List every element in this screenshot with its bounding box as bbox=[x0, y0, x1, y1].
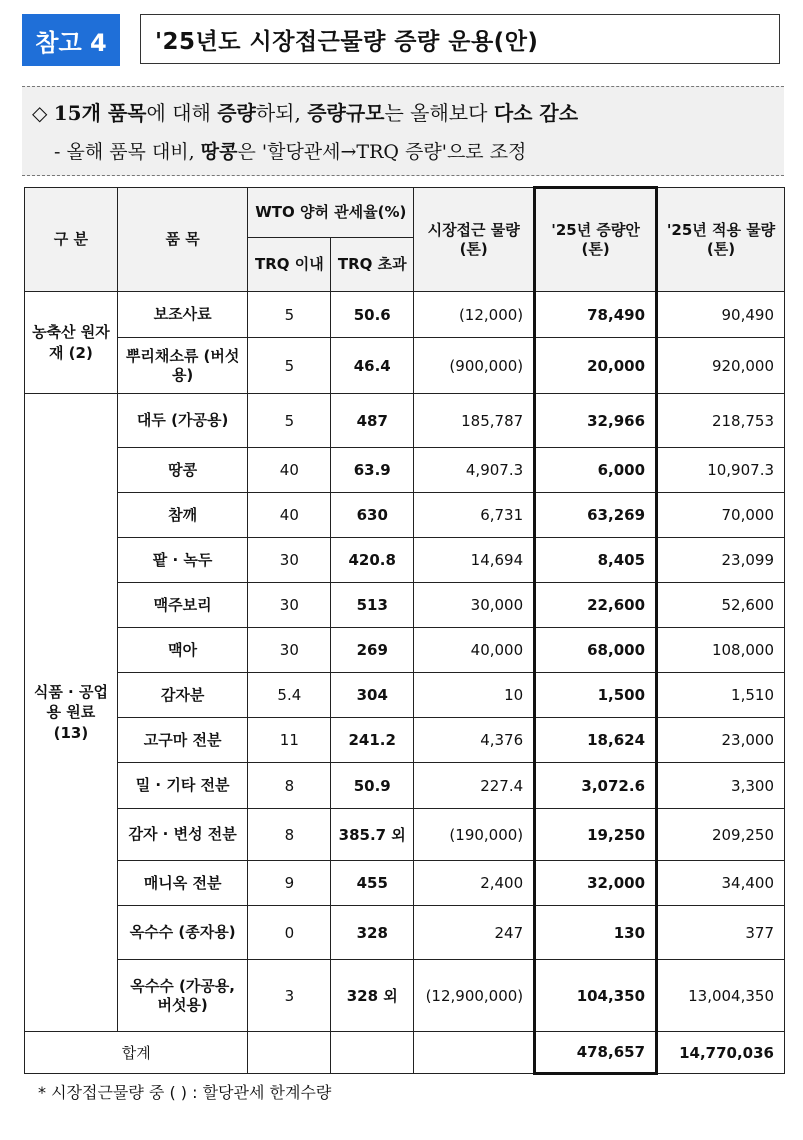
total-increase: 478,657 bbox=[535, 1032, 657, 1074]
increase-qty: 32,000 bbox=[535, 861, 657, 906]
trq-over-rate: 269 bbox=[331, 628, 414, 673]
trq-in-rate: 9 bbox=[248, 861, 331, 906]
applied-qty: 108,000 bbox=[657, 628, 785, 673]
trq-in-rate: 40 bbox=[248, 493, 331, 538]
market-access-qty: 4,907.3 bbox=[414, 448, 535, 493]
increase-qty: 8,405 bbox=[535, 538, 657, 583]
header-trq-in: TRQ 이내 bbox=[248, 238, 331, 292]
increase-qty: 68,000 bbox=[535, 628, 657, 673]
applied-qty: 10,907.3 bbox=[657, 448, 785, 493]
trq-in-rate: 5.4 bbox=[248, 673, 331, 718]
diamond-icon: ◇ bbox=[32, 101, 48, 125]
item-name: 옥수수 (종자용) bbox=[117, 906, 248, 960]
trq-in-rate: 5 bbox=[248, 338, 331, 394]
increase-qty: 6,000 bbox=[535, 448, 657, 493]
item-name: 고구마 전분 bbox=[117, 718, 248, 763]
trq-in-rate: 5 bbox=[248, 292, 331, 338]
group-food: 식품 · 공업용 원료 (13) bbox=[25, 394, 118, 1032]
market-access-qty: 14,694 bbox=[414, 538, 535, 583]
applied-qty: 90,490 bbox=[657, 292, 785, 338]
footnote: * 시장접근물량 중 ( ) : 할당관세 한계수량 bbox=[38, 1083, 332, 1102]
item-name: 밀 · 기타 전분 bbox=[117, 763, 248, 809]
market-access-qty: 247 bbox=[414, 906, 535, 960]
trq-in-rate: 30 bbox=[248, 538, 331, 583]
market-access-qty: 2,400 bbox=[414, 861, 535, 906]
item-name: 감자분 bbox=[117, 673, 248, 718]
trq-table bbox=[24, 186, 785, 1075]
item-name: 팥 · 녹두 bbox=[117, 538, 248, 583]
applied-qty: 23,099 bbox=[657, 538, 785, 583]
trq-over-rate: 455 bbox=[331, 861, 414, 906]
trq-in-rate: 11 bbox=[248, 718, 331, 763]
trq-in-rate: 5 bbox=[248, 394, 331, 448]
applied-qty: 218,753 bbox=[657, 394, 785, 448]
item-name: 보조사료 bbox=[117, 292, 248, 338]
trq-in-rate: 40 bbox=[248, 448, 331, 493]
trq-in-rate: 30 bbox=[248, 583, 331, 628]
market-access-qty: (12,000) bbox=[414, 292, 535, 338]
increase-qty: 63,269 bbox=[535, 493, 657, 538]
header-category: 구 분 bbox=[25, 188, 118, 292]
market-access-qty: (12,900,000) bbox=[414, 960, 535, 1032]
total-applied: 14,770,036 bbox=[657, 1032, 785, 1074]
item-name: 매니옥 전분 bbox=[117, 861, 248, 906]
item-name: 옥수수 (가공용, 버섯용) bbox=[117, 960, 248, 1032]
trq-in-rate: 8 bbox=[248, 763, 331, 809]
trq-over-rate: 328 bbox=[331, 906, 414, 960]
increase-qty: 22,600 bbox=[535, 583, 657, 628]
applied-qty: 13,004,350 bbox=[657, 960, 785, 1032]
trq-in-rate: 3 bbox=[248, 960, 331, 1032]
trq-over-rate: 304 bbox=[331, 673, 414, 718]
market-access-qty: 227.4 bbox=[414, 763, 535, 809]
trq-over-rate: 50.9 bbox=[331, 763, 414, 809]
applied-qty: 3,300 bbox=[657, 763, 785, 809]
applied-qty: 209,250 bbox=[657, 809, 785, 861]
header-market-access: 시장접근 물량 (톤) bbox=[414, 188, 535, 292]
applied-qty: 52,600 bbox=[657, 583, 785, 628]
trq-over-rate: 63.9 bbox=[331, 448, 414, 493]
group-agri: 농축산 원자재 (2) bbox=[25, 292, 118, 394]
reference-badge: 참고 4 bbox=[22, 14, 120, 66]
header-trq-over: TRQ 초과 bbox=[331, 238, 414, 292]
applied-qty: 34,400 bbox=[657, 861, 785, 906]
item-name: 참깨 bbox=[117, 493, 248, 538]
increase-qty: 32,966 bbox=[535, 394, 657, 448]
increase-qty: 130 bbox=[535, 906, 657, 960]
applied-qty: 23,000 bbox=[657, 718, 785, 763]
market-access-qty: 40,000 bbox=[414, 628, 535, 673]
item-name: 대두 (가공용) bbox=[117, 394, 248, 448]
trq-over-rate: 630 bbox=[331, 493, 414, 538]
market-access-qty: 30,000 bbox=[414, 583, 535, 628]
item-name: 뿌리채소류 (버섯용) bbox=[117, 338, 248, 394]
market-access-qty: (190,000) bbox=[414, 809, 535, 861]
increase-qty: 104,350 bbox=[535, 960, 657, 1032]
header bbox=[22, 14, 784, 66]
increase-qty: 1,500 bbox=[535, 673, 657, 718]
total-label: 합계 bbox=[25, 1032, 248, 1074]
header-increase-plan: '25년 증량안(톤) bbox=[535, 188, 657, 292]
increase-qty: 20,000 bbox=[535, 338, 657, 394]
market-access-qty: 185,787 bbox=[414, 394, 535, 448]
item-name: 땅콩 bbox=[117, 448, 248, 493]
header-applied: '25년 적용 물량 (톤) bbox=[657, 188, 785, 292]
trq-in-rate: 30 bbox=[248, 628, 331, 673]
trq-over-rate: 385.7 외 bbox=[331, 809, 414, 861]
trq-over-rate: 513 bbox=[331, 583, 414, 628]
summary-box bbox=[22, 86, 784, 176]
header-wto: WTO 양허 관세율(%) bbox=[248, 188, 414, 238]
trq-in-rate: 8 bbox=[248, 809, 331, 861]
item-name: 맥주보리 bbox=[117, 583, 248, 628]
applied-qty: 920,000 bbox=[657, 338, 785, 394]
page-title: '25년도 시장접근물량 증량 운용(안) bbox=[140, 14, 780, 64]
item-name: 감자 · 변성 전분 bbox=[117, 809, 248, 861]
increase-qty: 18,624 bbox=[535, 718, 657, 763]
trq-over-rate: 46.4 bbox=[331, 338, 414, 394]
trq-over-rate: 487 bbox=[331, 394, 414, 448]
summary-line-2: - 올해 품목 대비, 땅콩은 '할당관세→TRQ 증량'으로 조정 bbox=[54, 141, 527, 163]
trq-in-rate: 0 bbox=[248, 906, 331, 960]
market-access-qty: 10 bbox=[414, 673, 535, 718]
increase-qty: 19,250 bbox=[535, 809, 657, 861]
trq-over-rate: 50.6 bbox=[331, 292, 414, 338]
header-item: 품 목 bbox=[117, 188, 248, 292]
item-name: 맥아 bbox=[117, 628, 248, 673]
market-access-qty: (900,000) bbox=[414, 338, 535, 394]
trq-over-rate: 328 외 bbox=[331, 960, 414, 1032]
applied-qty: 1,510 bbox=[657, 673, 785, 718]
applied-qty: 377 bbox=[657, 906, 785, 960]
trq-over-rate: 241.2 bbox=[331, 718, 414, 763]
market-access-qty: 4,376 bbox=[414, 718, 535, 763]
increase-qty: 3,072.6 bbox=[535, 763, 657, 809]
trq-over-rate: 420.8 bbox=[331, 538, 414, 583]
summary-line-1: ◇ 15개 품목에 대해 증량하되, 증량규모는 올해보다 다소 감소 bbox=[32, 101, 579, 125]
applied-qty: 70,000 bbox=[657, 493, 785, 538]
increase-qty: 78,490 bbox=[535, 292, 657, 338]
market-access-qty: 6,731 bbox=[414, 493, 535, 538]
